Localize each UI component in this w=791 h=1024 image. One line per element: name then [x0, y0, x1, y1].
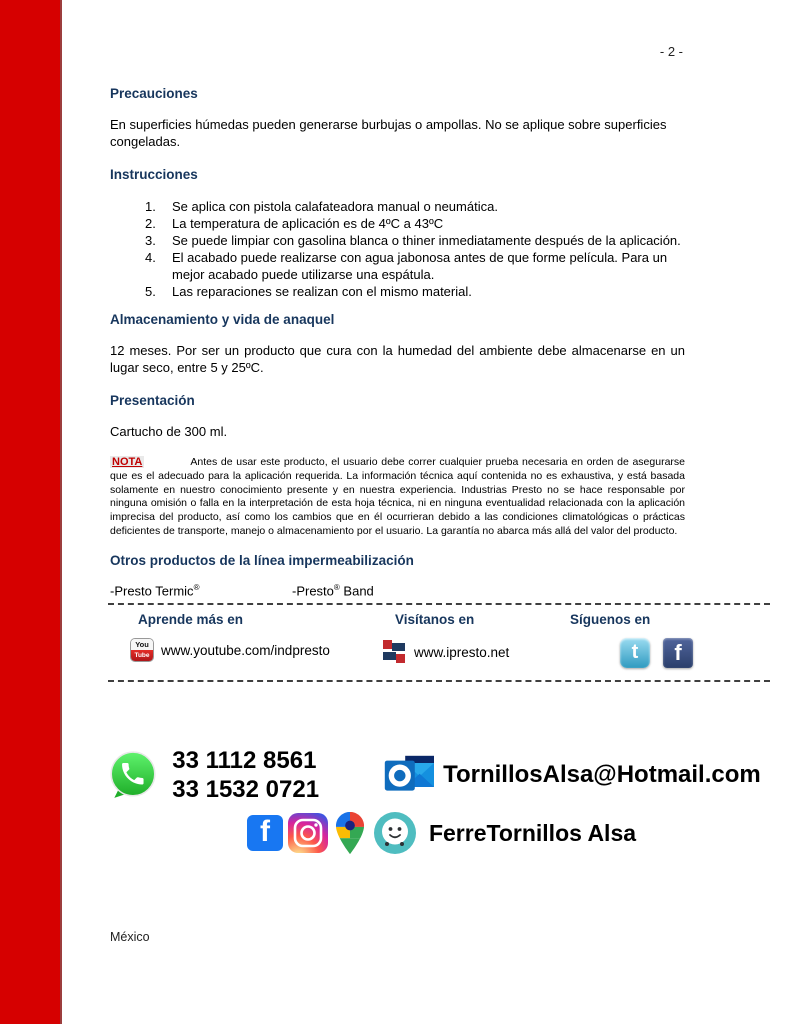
product-name: -Presto Termic	[110, 583, 194, 599]
list-item	[145, 283, 685, 300]
list-item-number: 2.	[145, 216, 156, 231]
visit-heading: Visítanos en	[395, 612, 475, 627]
instructions-list	[110, 198, 685, 300]
product-presto-termic	[110, 583, 292, 598]
follow-column	[570, 612, 770, 668]
product-presto-band	[292, 583, 374, 598]
email-address[interactable]: TornillosAlsa@Hotmail.com	[443, 761, 761, 788]
section-title-almacenamiento: Almacenamiento y vida de anaquel	[110, 312, 335, 327]
phone-number-2: 33 1532 0721	[172, 776, 320, 803]
instagram-icon[interactable]	[288, 813, 328, 853]
waze-icon[interactable]	[372, 810, 418, 856]
list-item-number: 5.	[145, 284, 156, 299]
precauciones-text: En superficies húmedas pueden generarse burbujas o ampollas. No se aplique sobre superficies congeladas.	[110, 117, 667, 149]
visit-column	[380, 612, 570, 668]
phone-numbers	[172, 746, 319, 804]
facebook-icon[interactable]: f	[247, 815, 283, 851]
list-item-text: El acabado puede realizarse con agua jabonosa antes de que forme película. Para un mejor acabado puede utilizarse una espátula.	[172, 250, 668, 282]
whatsapp-icon[interactable]	[106, 748, 160, 802]
list-item-text: Las reparaciones se realizan con el mismo material.	[172, 284, 472, 299]
section-title-presentacion: Presentación	[110, 393, 195, 408]
left-accent-bar	[0, 0, 62, 1024]
list-item-number: 4.	[145, 250, 156, 265]
list-item-text: Se puede limpiar con gasolina blanca o thiner inmediatamente después de la aplicación.	[172, 233, 681, 248]
section-title-instrucciones: Instrucciones	[110, 167, 198, 182]
nota-paragraph	[110, 456, 685, 539]
list-item-number: 1.	[145, 199, 156, 214]
country-label: México	[110, 930, 150, 944]
document-body	[110, 86, 685, 598]
product-name-suffix: Band	[339, 583, 374, 599]
learn-column	[108, 612, 380, 668]
list-item-text: La temperatura de aplicación es de 4ºC a 43ºC	[172, 216, 444, 231]
website-url[interactable]: www.ipresto.net	[414, 644, 510, 660]
youtube-icon[interactable]	[130, 638, 154, 662]
learn-heading: Aprende más en	[138, 612, 244, 627]
section-title-otros-productos: Otros productos de la línea impermeabilización	[110, 552, 414, 568]
social-links-strip	[108, 603, 770, 682]
presentacion-text: Cartucho de 300 ml.	[110, 424, 228, 439]
list-item-text: Se aplica con pistola calafateadora manual o neumática.	[172, 199, 498, 214]
youtube-url[interactable]: www.youtube.com/indpresto	[161, 642, 330, 658]
contact-footer	[62, 746, 791, 856]
outlook-icon[interactable]	[381, 751, 439, 799]
youtube-logo-top: You	[131, 639, 153, 650]
phone-number-1: 33 1112 8561	[172, 747, 317, 774]
list-item	[145, 249, 685, 283]
list-item-number: 3.	[145, 233, 156, 248]
registered-mark: ®	[193, 582, 200, 592]
presto-logo-icon[interactable]	[380, 638, 408, 666]
product-list	[110, 583, 685, 598]
store-name: FerreTornillos Alsa	[428, 819, 637, 846]
product-name: -Presto	[292, 583, 334, 599]
google-maps-icon[interactable]	[333, 811, 367, 856]
registered-mark: ®	[333, 582, 340, 592]
nota-label: NOTA	[112, 456, 143, 468]
twitter-icon[interactable]: t	[620, 638, 650, 668]
youtube-logo-bottom: Tube	[131, 650, 153, 662]
section-title-precauciones: Precauciones	[110, 86, 198, 101]
follow-heading: Síguenos en	[570, 612, 651, 627]
list-item	[145, 198, 685, 215]
page-number: - 2 -	[659, 44, 683, 59]
facebook-icon[interactable]: f	[663, 638, 693, 668]
list-item	[145, 215, 685, 232]
list-item	[145, 232, 685, 249]
almacenamiento-text: 12 meses. Por ser un producto que cura con la humedad del ambiente debe almacenarse en un lugar seco, entre 5 y 25ºC.	[110, 343, 685, 375]
nota-text: Antes de usar este producto, el usuario debe correr cualquier prueba necesaria en orden de asegurarse que es el adecuado para la aplicación requerida. La información técnica aquí contenida no es exhaustiva, y está basada solamente en nuestro conocimiento presente y en nuestra experiencia. Industrias Presto no se hace responsable por ninguna omisión o falla en la interpretación de esta hoja técnica, ni en ninguna eventualidad relacionada con la aplicación imprecisa del producto, así como los cambios que en él ocurrieran debido a las condiciones climatológicas o prácticas deficientes de transporte, manejo o almacenamiento por el usuario. La garantía no abarca más allá del valor del producto.	[110, 456, 685, 537]
